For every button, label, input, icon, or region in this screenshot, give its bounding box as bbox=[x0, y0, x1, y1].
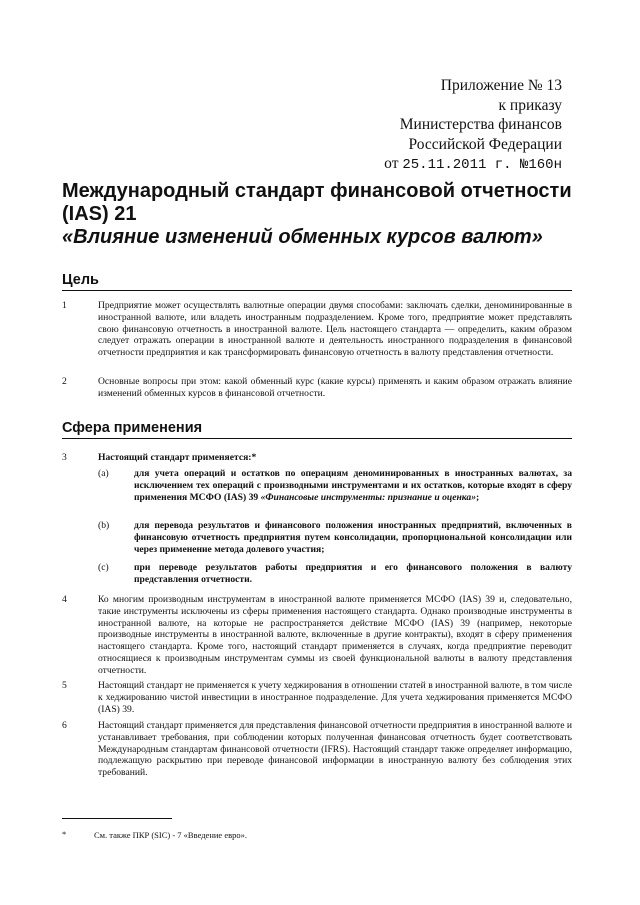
paragraph-number: 3 bbox=[62, 452, 67, 463]
item-text-italic: «Финансовые инструменты: признание и оценка» bbox=[260, 491, 477, 503]
paragraph-number: 4 bbox=[62, 594, 67, 605]
paragraph-4 bbox=[62, 594, 572, 677]
item-text: при переводе результатов работы предприятия и его финансового положения в валюту представления отчетности. bbox=[134, 562, 572, 585]
appendix-ministry: Министерства финансов bbox=[399, 116, 562, 133]
document-title bbox=[62, 180, 582, 249]
item-letter: (а) bbox=[98, 468, 109, 479]
paragraph-text: Предприятие может осуществлять валютные операции двумя способами: заключать сделки, деноминированные в иностранной валюте, или владеть иностранным подразделением. Кроме того, предприятие может представлять свою финансовую отчетность в иностранной валюте. Цель настоящего стандарта — определить, каким образом следует отражать операции в иностранной валюте и деятельность иностранного подразделения в финансовой отчетности предприятия и как трансформировать финансовую отчетность в валюту представления отчетности. bbox=[98, 300, 572, 359]
item-letter: (b) bbox=[98, 520, 110, 531]
paragraph-number: 6 bbox=[62, 720, 67, 731]
scope-item-c bbox=[62, 562, 572, 586]
footnote-rule bbox=[62, 818, 172, 819]
paragraph-text: Ко многим производным инструментам в иностранной валюте применяется МСФО (IAS) 39 и, следовательно, такие инструменты исключены из сферы применения настоящего стандарта. Однако производные инструменты в иностранной валюте, на которые не распространяется действие МСФО (IAS) 39 (например, некоторые производные инструменты в иностранной валюте, включенные в другие контракты), входят в сферу применения настоящего стандарта. Кроме того, настоящий стандарт применяется в случаях, когда предприятие переводит относящиеся к производным инструментам суммы из своей функциональной валюты в валюту представления отчетности. bbox=[98, 594, 572, 676]
section-heading-scope: Сфера применения bbox=[62, 420, 572, 439]
paragraph-5 bbox=[62, 680, 572, 715]
paragraph-text: Настоящий стандарт применяется:* bbox=[98, 452, 257, 463]
title-main: Международный стандарт финансовой отчетности (IAS) 21 bbox=[62, 180, 572, 225]
appendix-date-prefix: от bbox=[384, 155, 399, 172]
paragraph-number: 5 bbox=[62, 680, 67, 691]
paragraph-3 bbox=[62, 452, 572, 464]
title-subtitle: «Влияние изменений обменных курсов валют» bbox=[62, 226, 543, 248]
paragraph-1 bbox=[62, 300, 572, 359]
appendix-country: Российской Федерации bbox=[408, 135, 562, 153]
paragraph-2 bbox=[62, 376, 572, 400]
appendix-number: Приложение № 13 bbox=[440, 77, 562, 94]
paragraph-text: Основные вопросы при этом: какой обменный курс (какие курсы) применять и каким образом отражать влияние изменений обменных курсов в финансовой отчетности. bbox=[98, 376, 572, 399]
appendix-block bbox=[384, 76, 562, 176]
footnote bbox=[62, 830, 462, 840]
footnote-mark: * bbox=[62, 829, 67, 839]
paragraph-6 bbox=[62, 720, 572, 779]
item-letter: (с) bbox=[98, 562, 109, 573]
scope-item-a bbox=[62, 468, 572, 503]
paragraph-text: Настоящий стандарт применяется для представления финансовой отчетности предприятия в иностранной валюте и устанавливает требования, при соблюдении которых полученная финансовая отчетность будет соответствовать Международным стандартам финансовой отчетности (IFRS). Настоящий стандарт также определяет информацию, подлежащую раскрытию при переводе финансовой информации в иностранную валюту без соблюдения этих требований. bbox=[98, 720, 572, 779]
item-text-main: для учета операций и остатков по операциям деноминированных в иностранных валютах, за исключением тех операций с производными инструментами и их остатков, которые входят в сферу применения МСФО (IAS) 39 bbox=[134, 468, 572, 503]
footnote-text: См. также ПКР (SIC) - 7 «Введение евро». bbox=[94, 830, 247, 840]
item-text bbox=[134, 468, 572, 503]
item-text-tail: ; bbox=[476, 491, 480, 503]
appendix-date: 25.11.2011 г. №160н bbox=[402, 157, 562, 173]
item-text: для перевода результатов и финансового положения иностранных предприятий, включенных в финансовую отчетность предприятия путем консолидации, пропорциональной консолидации или через применение метода долевого участия; bbox=[134, 520, 572, 555]
section-heading-goal: Цель bbox=[62, 272, 572, 291]
appendix-order: к приказу bbox=[498, 96, 562, 114]
paragraph-number: 1 bbox=[62, 300, 67, 311]
paragraph-number: 2 bbox=[62, 376, 67, 387]
paragraph-text: Настоящий стандарт не применяется к учету хеджирования в отношении статей в иностранной валюте, в том числе к хеджированию чистой инвестиции в иностранное подразделение. Для учета хеджирования применяется МСФО (IAS) 39. bbox=[98, 680, 572, 715]
appendix-date-line bbox=[384, 154, 562, 176]
scope-item-b bbox=[62, 520, 572, 555]
